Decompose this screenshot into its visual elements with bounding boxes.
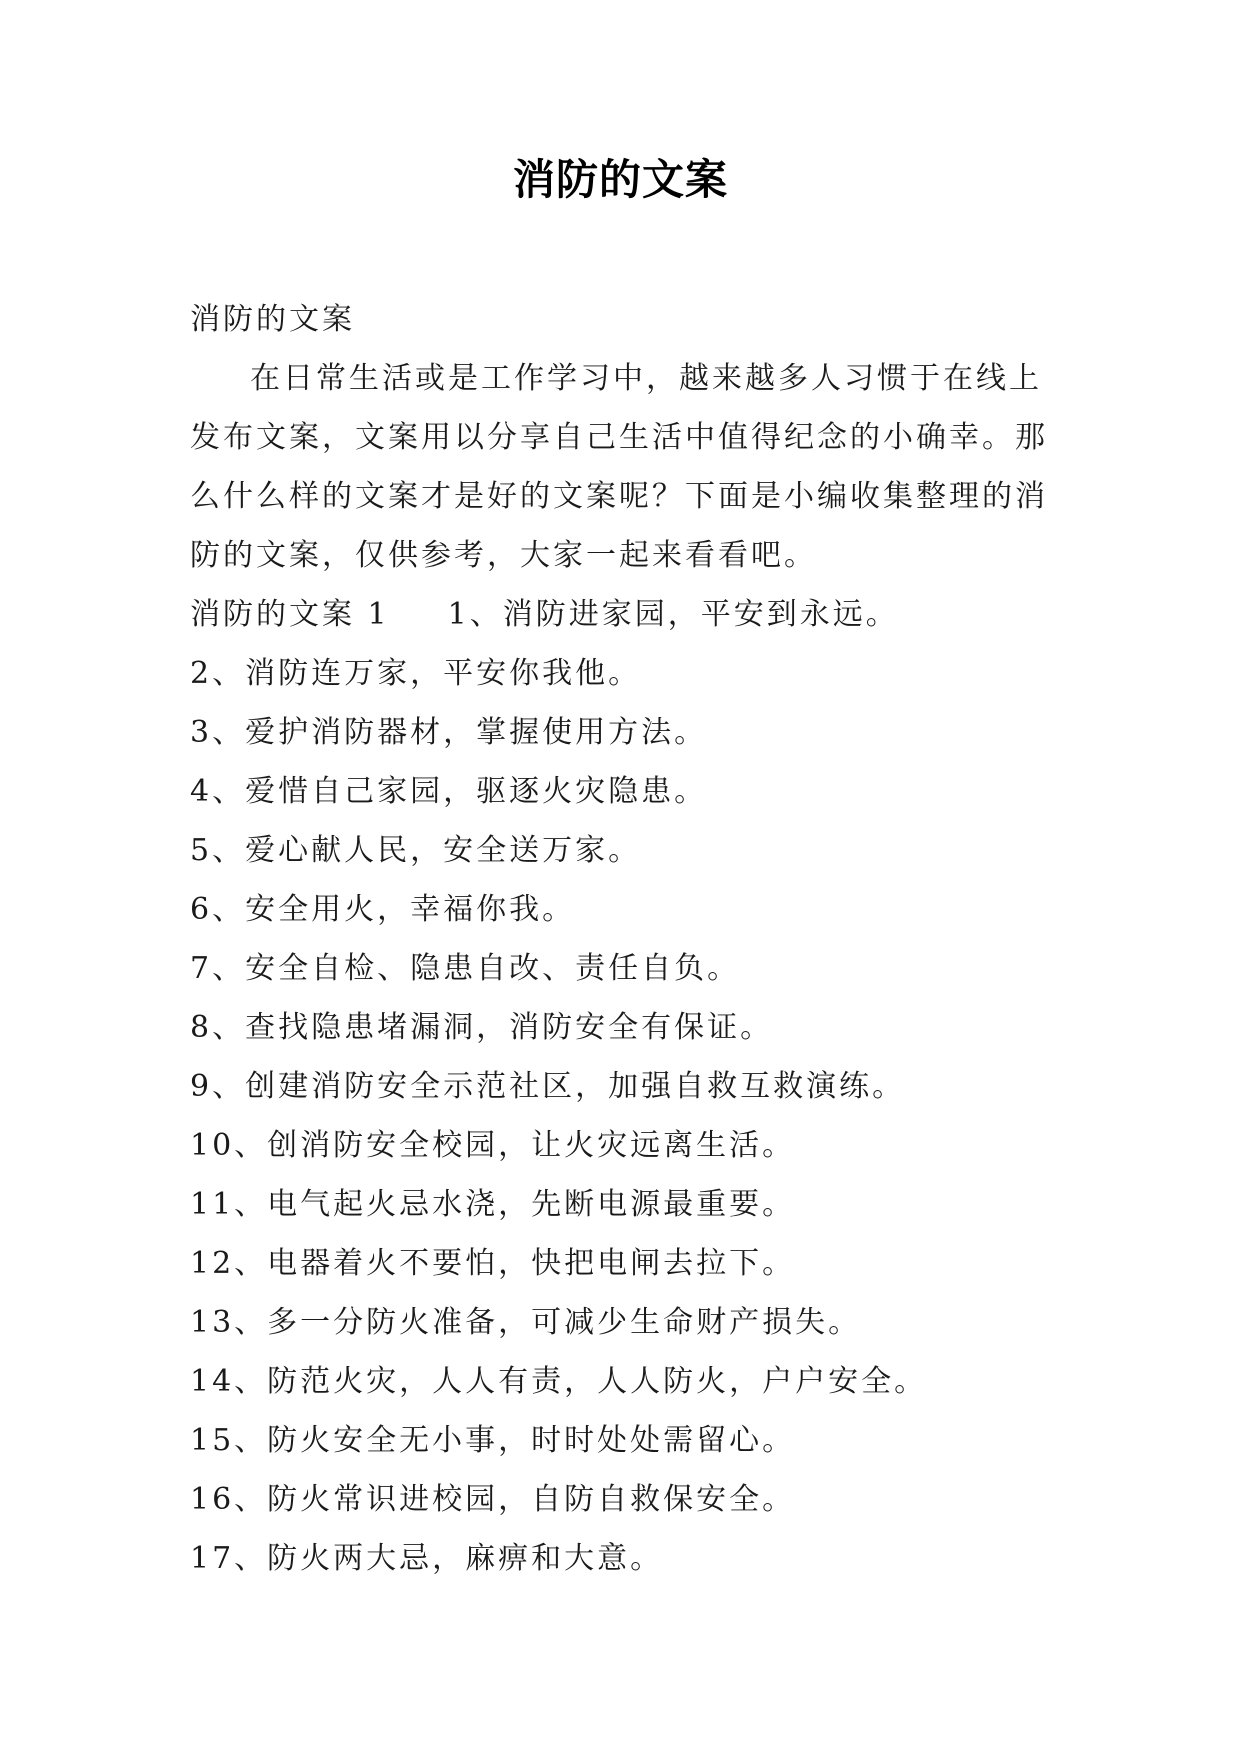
- list-item: 9、创建消防安全示范社区，加强自救互救演练。: [190, 1069, 906, 1104]
- list-item: 5、爱心献人民，安全送万家。: [190, 833, 642, 868]
- document-subtitle: 消防的文案: [190, 302, 355, 337]
- list-item: 16、防火常识进校园，自防自救保安全。: [190, 1482, 796, 1517]
- list-item: 7、安全自检、隐患自改、责任自负。: [190, 951, 741, 986]
- list-item: 17、防火两大忌，麻痹和大意。: [190, 1541, 664, 1576]
- list-item: 4、爱惜自己家园，驱逐火灾隐患。: [190, 774, 708, 809]
- list-item: 10、创消防安全校园，让火灾远离生活。: [190, 1128, 796, 1163]
- list-item: 15、防火安全无小事，时时处处需留心。: [190, 1423, 796, 1458]
- list-item: 12、电器着火不要怕，快把电闸去拉下。: [190, 1246, 796, 1281]
- list-item: 14、防范火灾，人人有责，人人防火，户户安全。: [190, 1364, 928, 1399]
- list-item: 3、爱护消防器材，掌握使用方法。: [190, 715, 708, 750]
- list-item: 13、多一分防火准备，可减少生命财产损失。: [190, 1305, 862, 1340]
- intro-paragraph: 在日常生活或是工作学习中，越来越多人习惯于在线上发布文案，文案用以分享自己生活中值得纪念的小确幸。那么什么样的文案才是好的文案呢？下面是小编收集整理的消防的文案，仅供参考，大家一起来看看吧。: [190, 361, 1048, 573]
- list-item: 6、安全用火，幸福你我。: [190, 892, 576, 927]
- section-first-line: [190, 585, 1055, 644]
- list-item: 1、消防进家园，平安到永远。: [447, 597, 899, 632]
- list-item: 2、消防连万家，平安你我他。: [190, 656, 642, 691]
- section-heading: 消防的文案 1: [190, 597, 390, 632]
- document-title: 消防的文案: [512, 155, 728, 204]
- document-body: [190, 290, 1055, 1588]
- list-item: 8、查找隐患堵漏洞，消防安全有保证。: [190, 1010, 774, 1045]
- list-item: 11、电气起火忌水浇，先断电源最重要。: [190, 1187, 796, 1222]
